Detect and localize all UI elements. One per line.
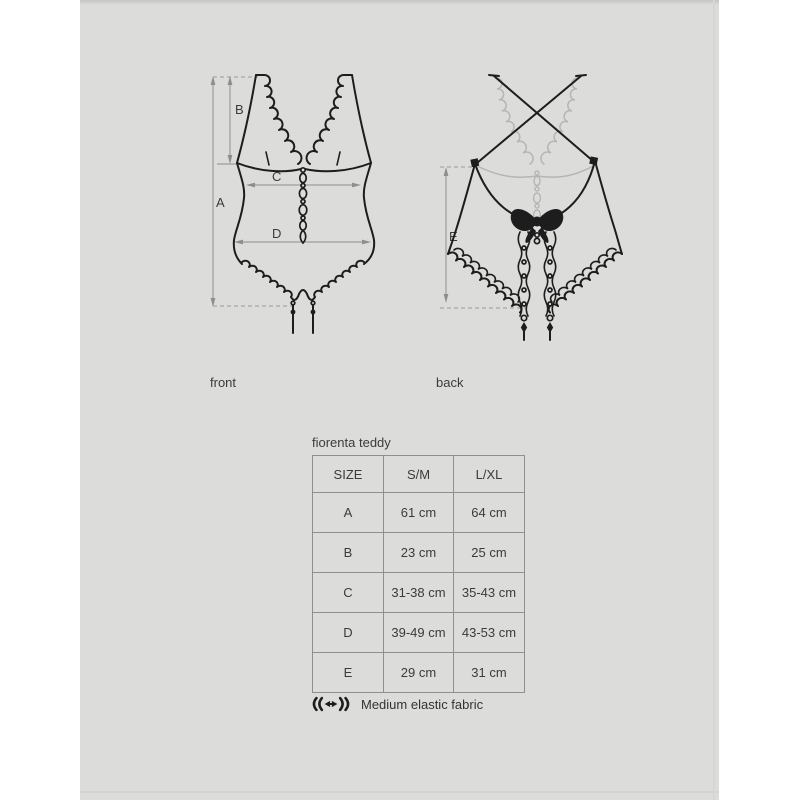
size-table-cell: 23 cm <box>384 533 454 573</box>
teddy-front-outline <box>234 75 374 333</box>
dim-label-d: D <box>272 226 282 241</box>
size-table-cell: 31-38 cm <box>384 573 454 613</box>
size-table <box>312 455 525 693</box>
size-chart-title: fiorenta teddy <box>312 435 391 450</box>
fabric-note <box>311 695 483 713</box>
dim-a <box>211 76 296 307</box>
size-table-row-a <box>313 493 525 533</box>
front-bead-chain <box>299 168 307 243</box>
front-view-label: front <box>210 375 237 390</box>
size-table-row-e <box>313 653 525 693</box>
size-table-cell: 25 cm <box>454 533 525 573</box>
size-table-cell: 61 cm <box>384 493 454 533</box>
back-view-diagram <box>420 60 625 345</box>
size-table-cell: C <box>313 573 384 613</box>
front-view-diagram <box>200 60 390 345</box>
dim-label-b: B <box>235 102 244 117</box>
size-table-cell: 29 cm <box>384 653 454 693</box>
size-table-cell: 64 cm <box>454 493 525 533</box>
size-table-row-d <box>313 613 525 653</box>
back-suspender-strips <box>518 232 556 340</box>
size-table-cell: D <box>313 613 384 653</box>
product-diagram-panel <box>80 0 719 800</box>
size-table-row-b <box>313 533 525 573</box>
size-table-header-sm: S/M <box>384 456 454 493</box>
dim-label-e: E <box>449 229 458 244</box>
size-table-cell: 35-43 cm <box>454 573 525 613</box>
back-view-label: back <box>436 375 464 390</box>
panel-bottom-edge <box>80 791 719 793</box>
size-table-header-lxl: L/XL <box>454 456 525 493</box>
size-table-cell: 43-53 cm <box>454 613 525 653</box>
size-table-cell: 39-49 cm <box>384 613 454 653</box>
size-table-header-size: SIZE <box>313 456 384 493</box>
size-table-cell: 31 cm <box>454 653 525 693</box>
size-table-row-c <box>313 573 525 613</box>
size-table-cell: A <box>313 493 384 533</box>
fabric-note-label: Medium elastic fabric <box>361 696 484 712</box>
elastic-stretch-icon <box>311 696 351 712</box>
size-table-cell: E <box>313 653 384 693</box>
size-table-cell: B <box>313 533 384 573</box>
dim-label-c: C <box>272 169 282 184</box>
dim-label-a: A <box>216 195 225 210</box>
panel-right-edge <box>713 0 715 800</box>
panel-top-edge-shade <box>80 2 719 4</box>
size-table-header-row <box>313 456 525 493</box>
